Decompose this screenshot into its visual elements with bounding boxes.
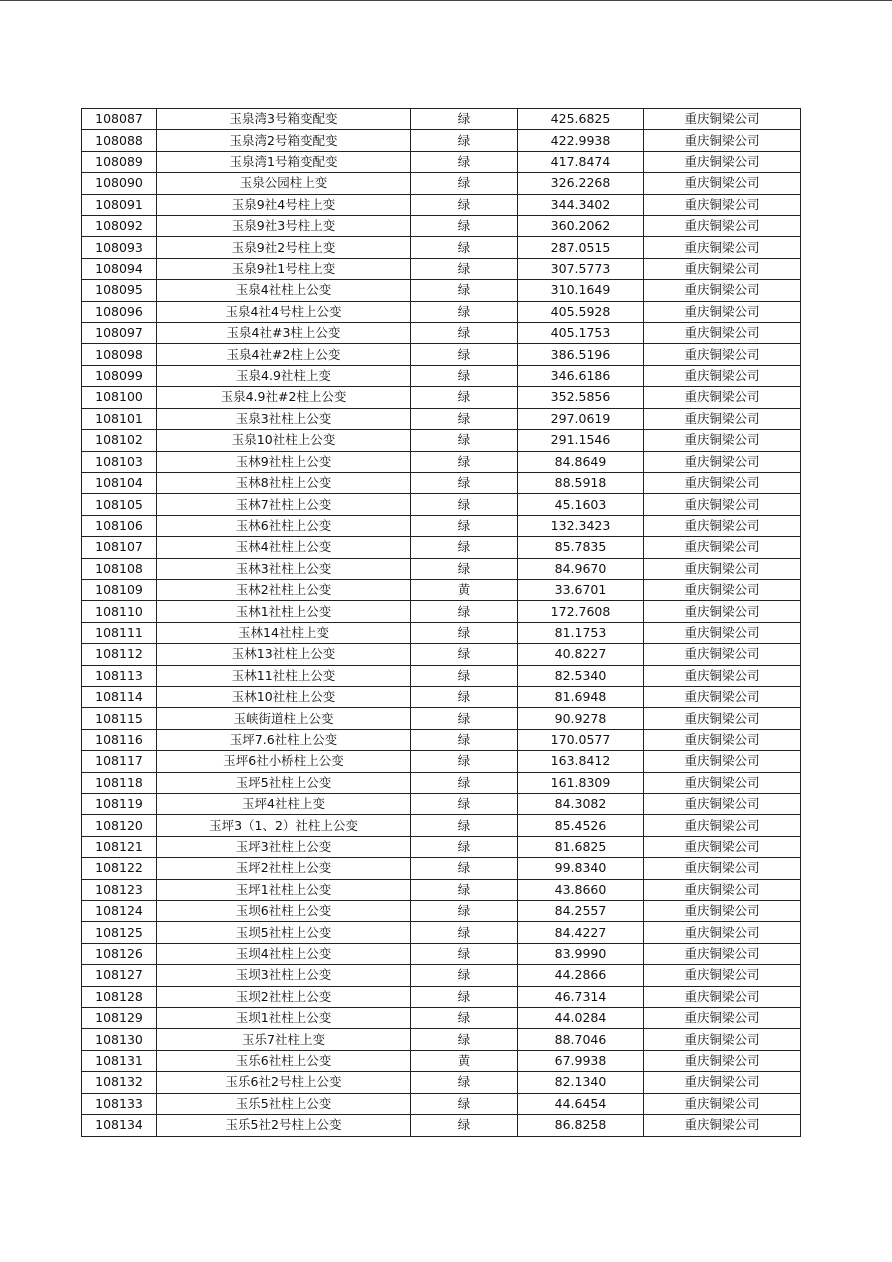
value-cell: 360.2062 [518, 216, 644, 237]
company-cell: 重庆铜梁公司 [644, 644, 801, 665]
company-cell: 重庆铜梁公司 [644, 1008, 801, 1029]
id-cell: 108101 [82, 408, 157, 429]
value-cell: 85.4526 [518, 815, 644, 836]
company-cell: 重庆铜梁公司 [644, 708, 801, 729]
transformer-name-cell: 玉泉9社2号柱上变 [157, 237, 411, 258]
value-cell: 82.1340 [518, 1072, 644, 1093]
id-cell: 108092 [82, 216, 157, 237]
company-cell: 重庆铜梁公司 [644, 772, 801, 793]
status-cell: 绿 [411, 408, 518, 429]
company-cell: 重庆铜梁公司 [644, 258, 801, 279]
company-cell: 重庆铜梁公司 [644, 879, 801, 900]
value-cell: 417.8474 [518, 151, 644, 172]
value-cell: 85.7835 [518, 537, 644, 558]
value-cell: 81.1753 [518, 622, 644, 643]
transformer-name-cell: 玉泉4.9社柱上变 [157, 365, 411, 386]
value-cell: 172.7608 [518, 601, 644, 622]
table-row [82, 472, 801, 493]
id-cell: 108113 [82, 665, 157, 686]
id-cell: 108102 [82, 430, 157, 451]
company-cell: 重庆铜梁公司 [644, 922, 801, 943]
table-row [82, 1008, 801, 1029]
table-row [82, 408, 801, 429]
id-cell: 108117 [82, 751, 157, 772]
company-cell: 重庆铜梁公司 [644, 686, 801, 707]
transformer-name-cell: 玉林7社柱上公变 [157, 494, 411, 515]
transformer-name-cell: 玉林6社柱上公变 [157, 515, 411, 536]
id-cell: 108107 [82, 537, 157, 558]
status-cell: 绿 [411, 537, 518, 558]
status-cell: 绿 [411, 323, 518, 344]
value-cell: 44.6454 [518, 1093, 644, 1114]
id-cell: 108118 [82, 772, 157, 793]
table-row [82, 1050, 801, 1071]
id-cell: 108115 [82, 708, 157, 729]
value-cell: 81.6948 [518, 686, 644, 707]
status-cell: 绿 [411, 772, 518, 793]
table-row [82, 751, 801, 772]
value-cell: 405.1753 [518, 323, 644, 344]
id-cell: 108132 [82, 1072, 157, 1093]
transformer-name-cell: 玉坪3（1、2）社柱上公变 [157, 815, 411, 836]
company-cell: 重庆铜梁公司 [644, 237, 801, 258]
status-cell: 绿 [411, 729, 518, 750]
table-row [82, 387, 801, 408]
status-cell: 绿 [411, 301, 518, 322]
value-cell: 45.1603 [518, 494, 644, 515]
company-cell: 重庆铜梁公司 [644, 216, 801, 237]
table-row [82, 708, 801, 729]
transformer-name-cell: 玉坪3社柱上公变 [157, 836, 411, 857]
table-row [82, 494, 801, 515]
transformer-name-cell: 玉坝1社柱上公变 [157, 1008, 411, 1029]
status-cell: 绿 [411, 365, 518, 386]
id-cell: 108133 [82, 1093, 157, 1114]
value-cell: 425.6825 [518, 109, 644, 130]
id-cell: 108099 [82, 365, 157, 386]
id-cell: 108109 [82, 579, 157, 600]
value-cell: 33.6701 [518, 579, 644, 600]
company-cell: 重庆铜梁公司 [644, 794, 801, 815]
value-cell: 46.7314 [518, 986, 644, 1007]
status-cell: 绿 [411, 622, 518, 643]
transformer-name-cell: 玉坪6社小桥柱上公变 [157, 751, 411, 772]
transformer-name-cell: 玉乐5社2号柱上公变 [157, 1115, 411, 1136]
transformer-name-cell: 玉泉4.9社#2柱上公变 [157, 387, 411, 408]
status-cell: 绿 [411, 515, 518, 536]
transformer-name-cell: 玉林9社柱上公变 [157, 451, 411, 472]
transformer-name-cell: 玉坝6社柱上公变 [157, 901, 411, 922]
value-cell: 84.9670 [518, 558, 644, 579]
status-cell: 绿 [411, 494, 518, 515]
table-row [82, 515, 801, 536]
status-cell: 绿 [411, 1072, 518, 1093]
transformer-table [81, 108, 801, 1137]
table-row [82, 858, 801, 879]
status-cell: 绿 [411, 1029, 518, 1050]
company-cell: 重庆铜梁公司 [644, 1115, 801, 1136]
company-cell: 重庆铜梁公司 [644, 729, 801, 750]
transformer-name-cell: 玉乐7社柱上变 [157, 1029, 411, 1050]
table-row [82, 151, 801, 172]
company-cell: 重庆铜梁公司 [644, 280, 801, 301]
status-cell: 绿 [411, 558, 518, 579]
id-cell: 108108 [82, 558, 157, 579]
transformer-name-cell: 玉泉4社#2柱上公变 [157, 344, 411, 365]
transformer-name-cell: 玉峡街道柱上公变 [157, 708, 411, 729]
transformer-name-cell: 玉泉4社柱上公变 [157, 280, 411, 301]
table-row [82, 836, 801, 857]
value-cell: 88.5918 [518, 472, 644, 493]
value-cell: 422.9938 [518, 130, 644, 151]
table-row [82, 644, 801, 665]
status-cell: 绿 [411, 1115, 518, 1136]
company-cell: 重庆铜梁公司 [644, 815, 801, 836]
company-cell: 重庆铜梁公司 [644, 622, 801, 643]
transformer-name-cell: 玉泉4社#3柱上公变 [157, 323, 411, 344]
company-cell: 重庆铜梁公司 [644, 430, 801, 451]
value-cell: 90.9278 [518, 708, 644, 729]
company-cell: 重庆铜梁公司 [644, 601, 801, 622]
transformer-name-cell: 玉坝5社柱上公变 [157, 922, 411, 943]
company-cell: 重庆铜梁公司 [644, 408, 801, 429]
id-cell: 108095 [82, 280, 157, 301]
id-cell: 108098 [82, 344, 157, 365]
transformer-name-cell: 玉林1社柱上公变 [157, 601, 411, 622]
company-cell: 重庆铜梁公司 [644, 986, 801, 1007]
table-row [82, 216, 801, 237]
value-cell: 86.8258 [518, 1115, 644, 1136]
table-row [82, 794, 801, 815]
table-row [82, 344, 801, 365]
status-cell: 绿 [411, 109, 518, 130]
company-cell: 重庆铜梁公司 [644, 194, 801, 215]
id-cell: 108111 [82, 622, 157, 643]
table-row [82, 729, 801, 750]
value-cell: 83.9990 [518, 943, 644, 964]
transformer-name-cell: 玉坝2社柱上公变 [157, 986, 411, 1007]
status-cell: 绿 [411, 280, 518, 301]
transformer-name-cell: 玉林10社柱上公变 [157, 686, 411, 707]
value-cell: 310.1649 [518, 280, 644, 301]
id-cell: 108114 [82, 686, 157, 707]
transformer-name-cell: 玉林4社柱上公变 [157, 537, 411, 558]
value-cell: 405.5928 [518, 301, 644, 322]
value-cell: 67.9938 [518, 1050, 644, 1071]
value-cell: 161.8309 [518, 772, 644, 793]
table-row [82, 879, 801, 900]
status-cell: 黄 [411, 579, 518, 600]
company-cell: 重庆铜梁公司 [644, 965, 801, 986]
company-cell: 重庆铜梁公司 [644, 558, 801, 579]
id-cell: 108088 [82, 130, 157, 151]
transformer-name-cell: 玉林8社柱上公变 [157, 472, 411, 493]
value-cell: 170.0577 [518, 729, 644, 750]
table-row [82, 537, 801, 558]
transformer-name-cell: 玉坝4社柱上公变 [157, 943, 411, 964]
id-cell: 108100 [82, 387, 157, 408]
id-cell: 108116 [82, 729, 157, 750]
transformer-name-cell: 玉泉10社柱上公变 [157, 430, 411, 451]
status-cell: 绿 [411, 879, 518, 900]
value-cell: 84.4227 [518, 922, 644, 943]
status-cell: 绿 [411, 901, 518, 922]
status-cell: 绿 [411, 965, 518, 986]
value-cell: 44.2866 [518, 965, 644, 986]
table-row [82, 280, 801, 301]
transformer-name-cell: 玉泉3社柱上公变 [157, 408, 411, 429]
table-body [82, 109, 801, 1137]
table-row [82, 194, 801, 215]
transformer-name-cell: 玉坪7.6社柱上公变 [157, 729, 411, 750]
id-cell: 108105 [82, 494, 157, 515]
table-row [82, 622, 801, 643]
status-cell: 绿 [411, 922, 518, 943]
status-cell: 绿 [411, 451, 518, 472]
id-cell: 108128 [82, 986, 157, 1007]
company-cell: 重庆铜梁公司 [644, 451, 801, 472]
id-cell: 108096 [82, 301, 157, 322]
id-cell: 108130 [82, 1029, 157, 1050]
table-row [82, 943, 801, 964]
status-cell: 绿 [411, 644, 518, 665]
transformer-name-cell: 玉泉公园柱上变 [157, 173, 411, 194]
value-cell: 307.5773 [518, 258, 644, 279]
status-cell: 绿 [411, 472, 518, 493]
table-row [82, 922, 801, 943]
value-cell: 88.7046 [518, 1029, 644, 1050]
transformer-name-cell: 玉泉湾1号箱变配变 [157, 151, 411, 172]
status-cell: 绿 [411, 836, 518, 857]
transformer-name-cell: 玉坪1社柱上公变 [157, 879, 411, 900]
value-cell: 99.8340 [518, 858, 644, 879]
id-cell: 108097 [82, 323, 157, 344]
id-cell: 108123 [82, 879, 157, 900]
table-row [82, 109, 801, 130]
value-cell: 287.0515 [518, 237, 644, 258]
id-cell: 108126 [82, 943, 157, 964]
value-cell: 163.8412 [518, 751, 644, 772]
status-cell: 绿 [411, 1008, 518, 1029]
status-cell: 绿 [411, 943, 518, 964]
transformer-name-cell: 玉泉4社4号柱上公变 [157, 301, 411, 322]
value-cell: 291.1546 [518, 430, 644, 451]
transformer-name-cell: 玉泉湾2号箱变配变 [157, 130, 411, 151]
table-row [82, 323, 801, 344]
status-cell: 绿 [411, 708, 518, 729]
status-cell: 绿 [411, 794, 518, 815]
value-cell: 84.3082 [518, 794, 644, 815]
id-cell: 108131 [82, 1050, 157, 1071]
table-row [82, 365, 801, 386]
table-row [82, 965, 801, 986]
id-cell: 108129 [82, 1008, 157, 1029]
company-cell: 重庆铜梁公司 [644, 130, 801, 151]
transformer-name-cell: 玉泉9社3号柱上变 [157, 216, 411, 237]
id-cell: 108119 [82, 794, 157, 815]
company-cell: 重庆铜梁公司 [644, 901, 801, 922]
table-row [82, 258, 801, 279]
transformer-name-cell: 玉泉9社4号柱上变 [157, 194, 411, 215]
company-cell: 重庆铜梁公司 [644, 943, 801, 964]
company-cell: 重庆铜梁公司 [644, 1072, 801, 1093]
transformer-name-cell: 玉泉9社1号柱上变 [157, 258, 411, 279]
table-row [82, 1029, 801, 1050]
company-cell: 重庆铜梁公司 [644, 1050, 801, 1071]
id-cell: 108104 [82, 472, 157, 493]
table-row [82, 901, 801, 922]
table-row [82, 665, 801, 686]
company-cell: 重庆铜梁公司 [644, 515, 801, 536]
transformer-name-cell: 玉坪5社柱上公变 [157, 772, 411, 793]
table-row [82, 601, 801, 622]
status-cell: 绿 [411, 986, 518, 1007]
company-cell: 重庆铜梁公司 [644, 365, 801, 386]
table-row [82, 430, 801, 451]
status-cell: 绿 [411, 387, 518, 408]
status-cell: 绿 [411, 858, 518, 879]
transformer-name-cell: 玉林11社柱上公变 [157, 665, 411, 686]
company-cell: 重庆铜梁公司 [644, 151, 801, 172]
company-cell: 重庆铜梁公司 [644, 301, 801, 322]
id-cell: 108112 [82, 644, 157, 665]
status-cell: 绿 [411, 151, 518, 172]
status-cell: 绿 [411, 815, 518, 836]
table-row [82, 173, 801, 194]
id-cell: 108090 [82, 173, 157, 194]
status-cell: 绿 [411, 237, 518, 258]
value-cell: 326.2268 [518, 173, 644, 194]
company-cell: 重庆铜梁公司 [644, 494, 801, 515]
status-cell: 黄 [411, 1050, 518, 1071]
transformer-name-cell: 玉坪2社柱上公变 [157, 858, 411, 879]
id-cell: 108089 [82, 151, 157, 172]
id-cell: 108110 [82, 601, 157, 622]
company-cell: 重庆铜梁公司 [644, 537, 801, 558]
id-cell: 108093 [82, 237, 157, 258]
status-cell: 绿 [411, 344, 518, 365]
transformer-name-cell: 玉林13社柱上公变 [157, 644, 411, 665]
table-row [82, 1093, 801, 1114]
id-cell: 108134 [82, 1115, 157, 1136]
company-cell: 重庆铜梁公司 [644, 751, 801, 772]
company-cell: 重庆铜梁公司 [644, 387, 801, 408]
company-cell: 重庆铜梁公司 [644, 836, 801, 857]
company-cell: 重庆铜梁公司 [644, 472, 801, 493]
table-row [82, 237, 801, 258]
status-cell: 绿 [411, 751, 518, 772]
value-cell: 297.0619 [518, 408, 644, 429]
table-row [82, 301, 801, 322]
status-cell: 绿 [411, 665, 518, 686]
id-cell: 108122 [82, 858, 157, 879]
status-cell: 绿 [411, 194, 518, 215]
id-cell: 108121 [82, 836, 157, 857]
transformer-name-cell: 玉乐6社2号柱上公变 [157, 1072, 411, 1093]
table-row [82, 1072, 801, 1093]
transformer-name-cell: 玉乐5社柱上公变 [157, 1093, 411, 1114]
company-cell: 重庆铜梁公司 [644, 344, 801, 365]
value-cell: 43.8660 [518, 879, 644, 900]
status-cell: 绿 [411, 258, 518, 279]
company-cell: 重庆铜梁公司 [644, 173, 801, 194]
company-cell: 重庆铜梁公司 [644, 858, 801, 879]
value-cell: 386.5196 [518, 344, 644, 365]
id-cell: 108087 [82, 109, 157, 130]
status-cell: 绿 [411, 1093, 518, 1114]
table-row [82, 772, 801, 793]
status-cell: 绿 [411, 130, 518, 151]
value-cell: 44.0284 [518, 1008, 644, 1029]
id-cell: 108120 [82, 815, 157, 836]
transformer-name-cell: 玉坝3社柱上公变 [157, 965, 411, 986]
id-cell: 108091 [82, 194, 157, 215]
table-row [82, 986, 801, 1007]
value-cell: 132.3423 [518, 515, 644, 536]
transformer-name-cell: 玉林14社柱上变 [157, 622, 411, 643]
id-cell: 108103 [82, 451, 157, 472]
value-cell: 344.3402 [518, 194, 644, 215]
table-row [82, 1115, 801, 1136]
transformer-name-cell: 玉林2社柱上公变 [157, 579, 411, 600]
status-cell: 绿 [411, 173, 518, 194]
value-cell: 82.5340 [518, 665, 644, 686]
id-cell: 108124 [82, 901, 157, 922]
company-cell: 重庆铜梁公司 [644, 1029, 801, 1050]
value-cell: 40.8227 [518, 644, 644, 665]
value-cell: 84.8649 [518, 451, 644, 472]
table-row [82, 130, 801, 151]
status-cell: 绿 [411, 601, 518, 622]
table-row [82, 451, 801, 472]
status-cell: 绿 [411, 430, 518, 451]
value-cell: 84.2557 [518, 901, 644, 922]
transformer-name-cell: 玉坪4社柱上变 [157, 794, 411, 815]
company-cell: 重庆铜梁公司 [644, 665, 801, 686]
id-cell: 108094 [82, 258, 157, 279]
transformer-name-cell: 玉泉湾3号箱变配变 [157, 109, 411, 130]
table-row [82, 815, 801, 836]
company-cell: 重庆铜梁公司 [644, 1093, 801, 1114]
id-cell: 108106 [82, 515, 157, 536]
transformer-name-cell: 玉林3社柱上公变 [157, 558, 411, 579]
table-row [82, 558, 801, 579]
company-cell: 重庆铜梁公司 [644, 109, 801, 130]
table-row [82, 579, 801, 600]
id-cell: 108127 [82, 965, 157, 986]
status-cell: 绿 [411, 216, 518, 237]
transformer-name-cell: 玉乐6社柱上公变 [157, 1050, 411, 1071]
value-cell: 352.5856 [518, 387, 644, 408]
table-row [82, 686, 801, 707]
status-cell: 绿 [411, 686, 518, 707]
value-cell: 346.6186 [518, 365, 644, 386]
company-cell: 重庆铜梁公司 [644, 323, 801, 344]
company-cell: 重庆铜梁公司 [644, 579, 801, 600]
id-cell: 108125 [82, 922, 157, 943]
value-cell: 81.6825 [518, 836, 644, 857]
